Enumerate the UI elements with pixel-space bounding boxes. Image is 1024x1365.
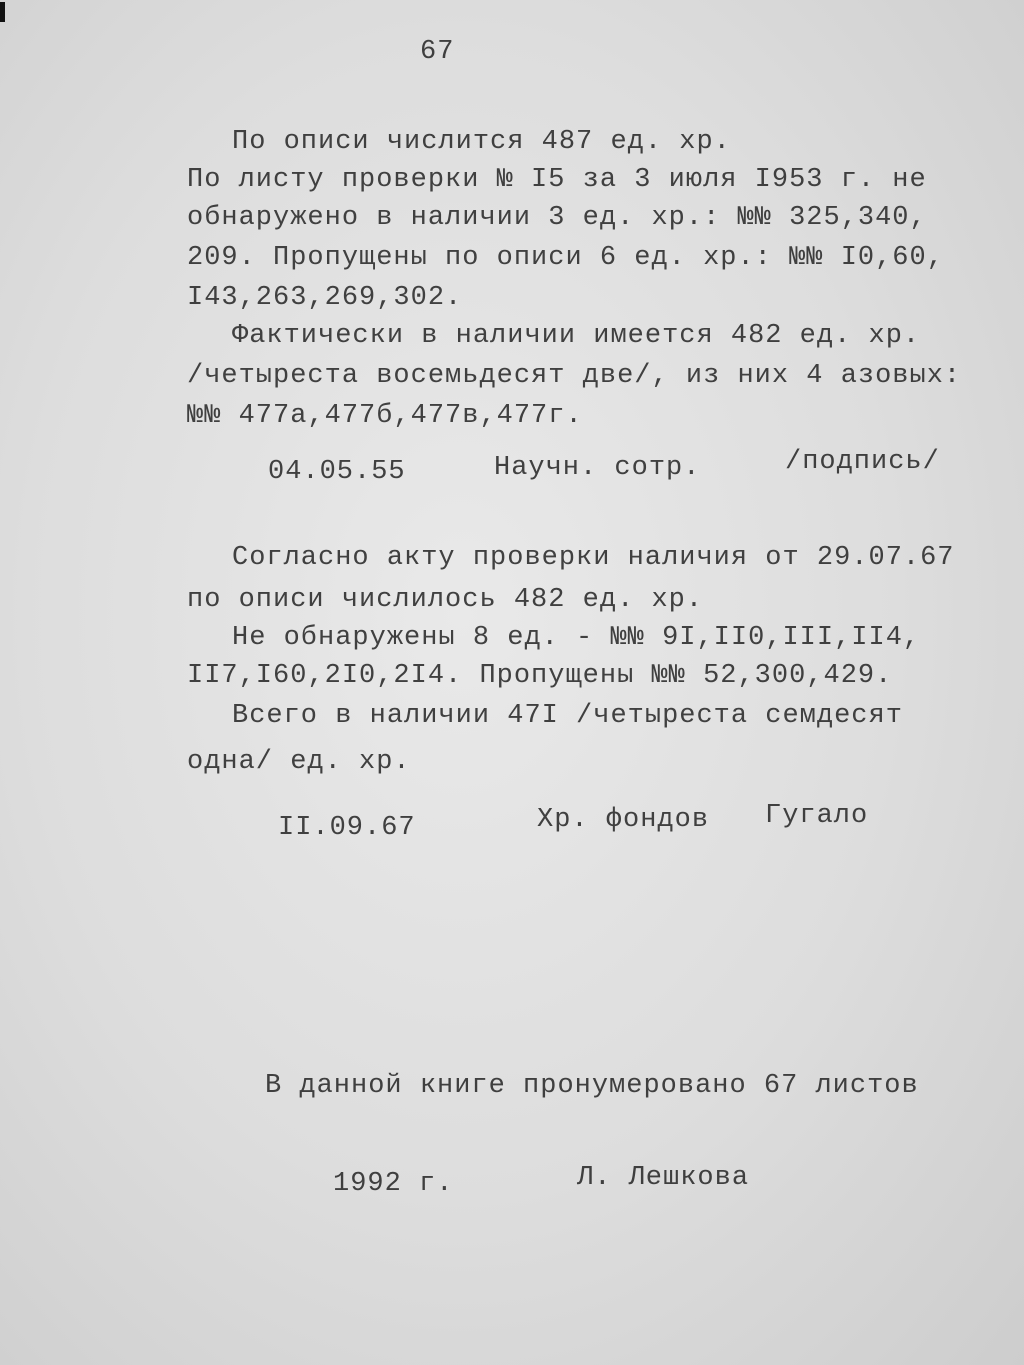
record-1967-line: II7,I60,2I0,2I4. Пропущены №№ 52,300,429. xyxy=(187,661,893,691)
closing-year: 1992 г. xyxy=(333,1169,454,1199)
record-1967-line: одна/ ед. хр. xyxy=(187,747,411,777)
record-1953-line: По описи числится 487 ед. хр. xyxy=(232,127,731,157)
closing-signature: Л. Лешкова xyxy=(577,1163,750,1193)
record-1967-line: по описи числилось 482 ед. хр. xyxy=(187,585,704,615)
record-1967-line: Всего в наличии 47I /четыреста семдесят xyxy=(232,701,903,731)
record-1953-signature: /подпись/ xyxy=(785,447,940,477)
record-1953-line: Фактически в наличии имеется 482 ед. хр. xyxy=(232,321,921,351)
record-1967-line: Не обнаружены 8 ед. - №№ 9I,II0,III,II4, xyxy=(232,623,921,653)
record-1953-line: /четыреста восемьдесят две/, из них 4 азовых: xyxy=(187,361,962,391)
edge-mark xyxy=(0,2,5,22)
record-1953-line: По листу проверки № I5 за 3 июля I953 г. не xyxy=(187,165,927,195)
record-1953-line: I43,263,269,302. xyxy=(187,283,463,313)
record-1967-position: Хр. фондов xyxy=(537,805,710,835)
closing-statement: В данной книге пронумеровано 67 листов xyxy=(265,1071,919,1101)
record-1967-line: Согласно акту проверки наличия от 29.07.67 xyxy=(232,543,955,573)
record-1967-signature: Гугало xyxy=(765,801,869,831)
record-1953-position: Научн. сотр. xyxy=(494,453,701,483)
record-1953-line: 209. Пропущены по описи 6 ед. хр.: №№ I0,60, xyxy=(187,243,944,273)
record-1967-date: II.09.67 xyxy=(278,813,416,843)
record-1953-line: обнаружено в наличии 3 ед. хр.: №№ 325,340, xyxy=(187,203,927,233)
record-1953-line: №№ 477а,477б,477в,477г. xyxy=(187,401,583,431)
record-1953-date: 04.05.55 xyxy=(268,457,406,487)
page-number: 67 xyxy=(420,37,455,67)
